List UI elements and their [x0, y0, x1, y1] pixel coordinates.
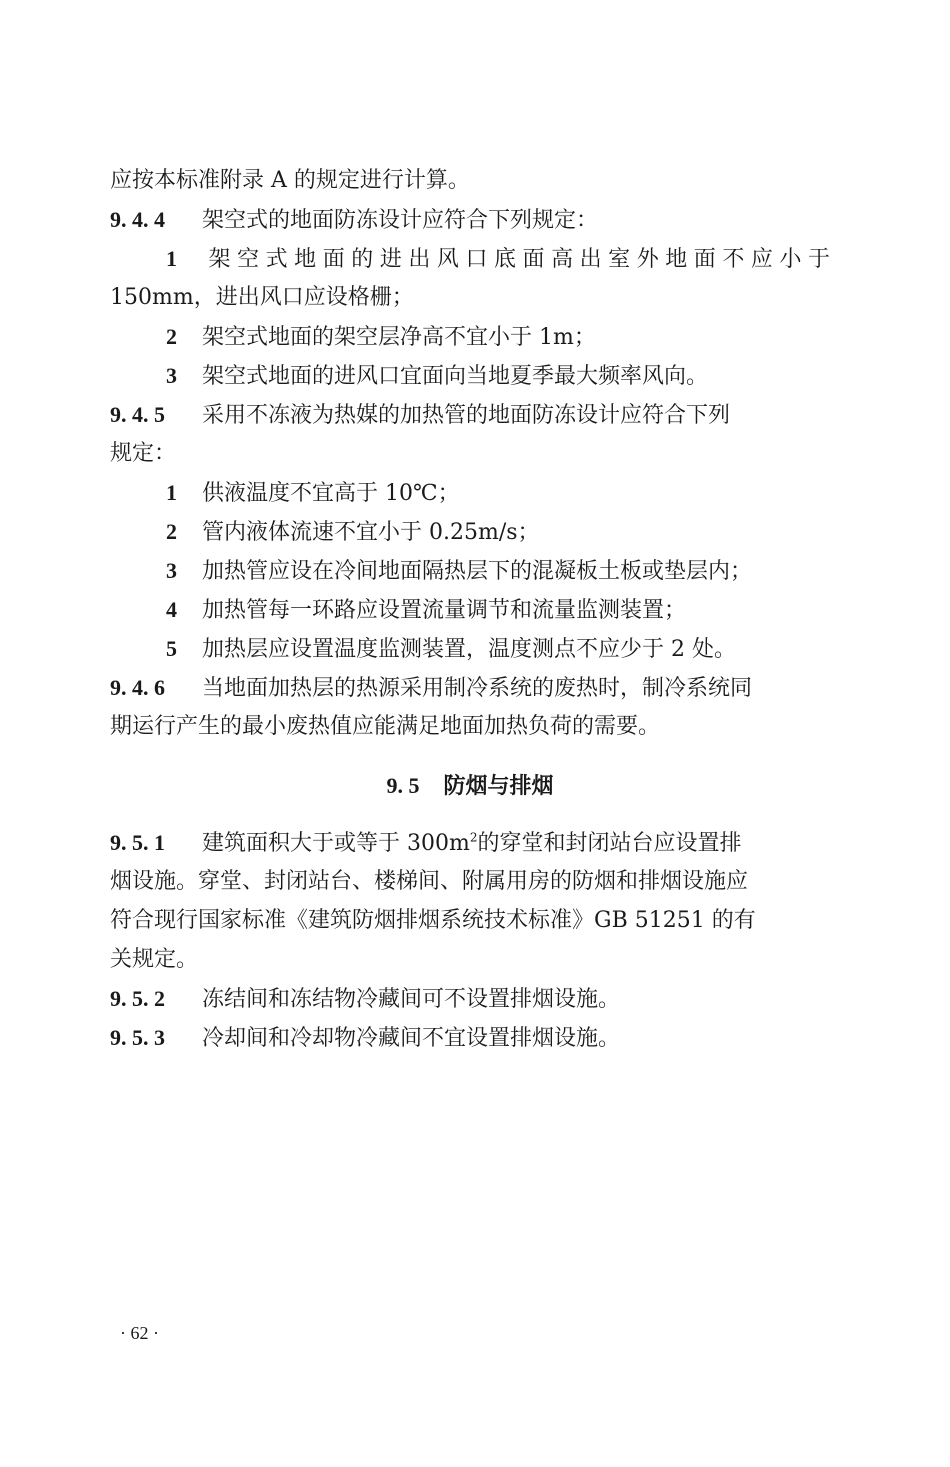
clause-9-4-6: [110, 673, 830, 704]
page-number: · 62 ·: [120, 1323, 159, 1343]
item-number: 5: [166, 636, 177, 661]
text-line: 烟设施。穿堂、封闭站台、楼梯间、附属用房的防烟和排烟设施应: [110, 869, 749, 894]
text-line: 规定：: [110, 441, 177, 466]
clause-9-4-4: [110, 205, 830, 236]
text-line: 150mm，进出风口应设格栅；: [110, 285, 414, 310]
superscript: 2: [469, 830, 478, 845]
clause-text: 当地面加热层的热源采用制冷系统的废热时，制冷系统同: [202, 676, 753, 701]
text-line: 符合现行国家标准《建筑防烟排烟系统技术标准》GB 51251 的有: [110, 908, 756, 933]
clause-text: 的穿堂和封闭站台应设置排: [477, 831, 742, 856]
clause-number: 9. 4. 4: [110, 207, 165, 232]
item-number: 2: [166, 519, 177, 544]
clause-9-4-5: [110, 400, 830, 431]
item-number: 1: [166, 246, 177, 271]
list-item: [166, 595, 830, 626]
section-title: 防烟与排烟: [443, 774, 554, 799]
clause-number: 9. 4. 6: [110, 675, 165, 700]
document-page: [110, 0, 830, 1467]
clause-9-5-3: [110, 1023, 830, 1054]
section-number: 9. 5: [386, 773, 420, 798]
text-line: 应按本标准附录 A 的规定进行计算。: [110, 168, 470, 193]
item-text: 供液温度不宜高于 10℃；: [202, 481, 460, 506]
clause-number: 9. 4. 5: [110, 402, 165, 427]
item-number: 3: [166, 363, 177, 388]
list-item: [166, 517, 830, 548]
text-line: 期运行产生的最小废热值应能满足地面加热负荷的需要。: [110, 714, 661, 739]
list-item: [166, 478, 830, 509]
text-line: 关规定。: [110, 947, 199, 972]
list-item: [166, 244, 830, 275]
list-item: [166, 322, 830, 353]
clause-number: 9. 5. 1: [110, 830, 165, 855]
item-number: 3: [166, 558, 177, 583]
clause-text: 建筑面积大于或等于 300m: [202, 831, 470, 856]
list-item: [166, 361, 830, 392]
item-number: 4: [166, 597, 177, 622]
section-heading: [110, 771, 830, 802]
clause-text: 架空式的地面防冻设计应符合下列规定：: [202, 208, 599, 233]
list-item: [166, 634, 830, 665]
clause-9-5-1: [110, 828, 830, 859]
clause-text: 冷却间和冷却物冷藏间不宜设置排烟设施。: [202, 1026, 621, 1051]
clause-text: 冻结间和冻结物冷藏间可不设置排烟设施。: [202, 987, 621, 1012]
clause-number: 9. 5. 3: [110, 1025, 165, 1050]
item-number: 2: [166, 324, 177, 349]
clause-9-5-2: [110, 984, 830, 1015]
item-number: 1: [166, 480, 177, 505]
clause-number: 9. 5. 2: [110, 986, 165, 1011]
item-text: 管内液体流速不宜小于 0.25m/s；: [202, 520, 540, 545]
list-item: [166, 556, 830, 587]
item-text: 加热层应设置温度监测装置，温度测点不应少于 2 处。: [202, 637, 736, 662]
item-text: 架空式地面的进出风口底面高出室外地面不应小于: [202, 247, 830, 272]
item-text: 加热管每一环路应设置流量调节和流量监测装置；: [202, 598, 687, 623]
item-text: 架空式地面的进风口宜面向当地夏季最大频率风向。: [202, 364, 709, 389]
clause-text: 采用不冻液为热媒的加热管的地面防冻设计应符合下列: [202, 403, 731, 428]
item-text: 架空式地面的架空层净高不宜小于 1m；: [202, 325, 596, 350]
item-text: 加热管应设在冷间地面隔热层下的混凝板土板或垫层内；: [202, 559, 753, 584]
